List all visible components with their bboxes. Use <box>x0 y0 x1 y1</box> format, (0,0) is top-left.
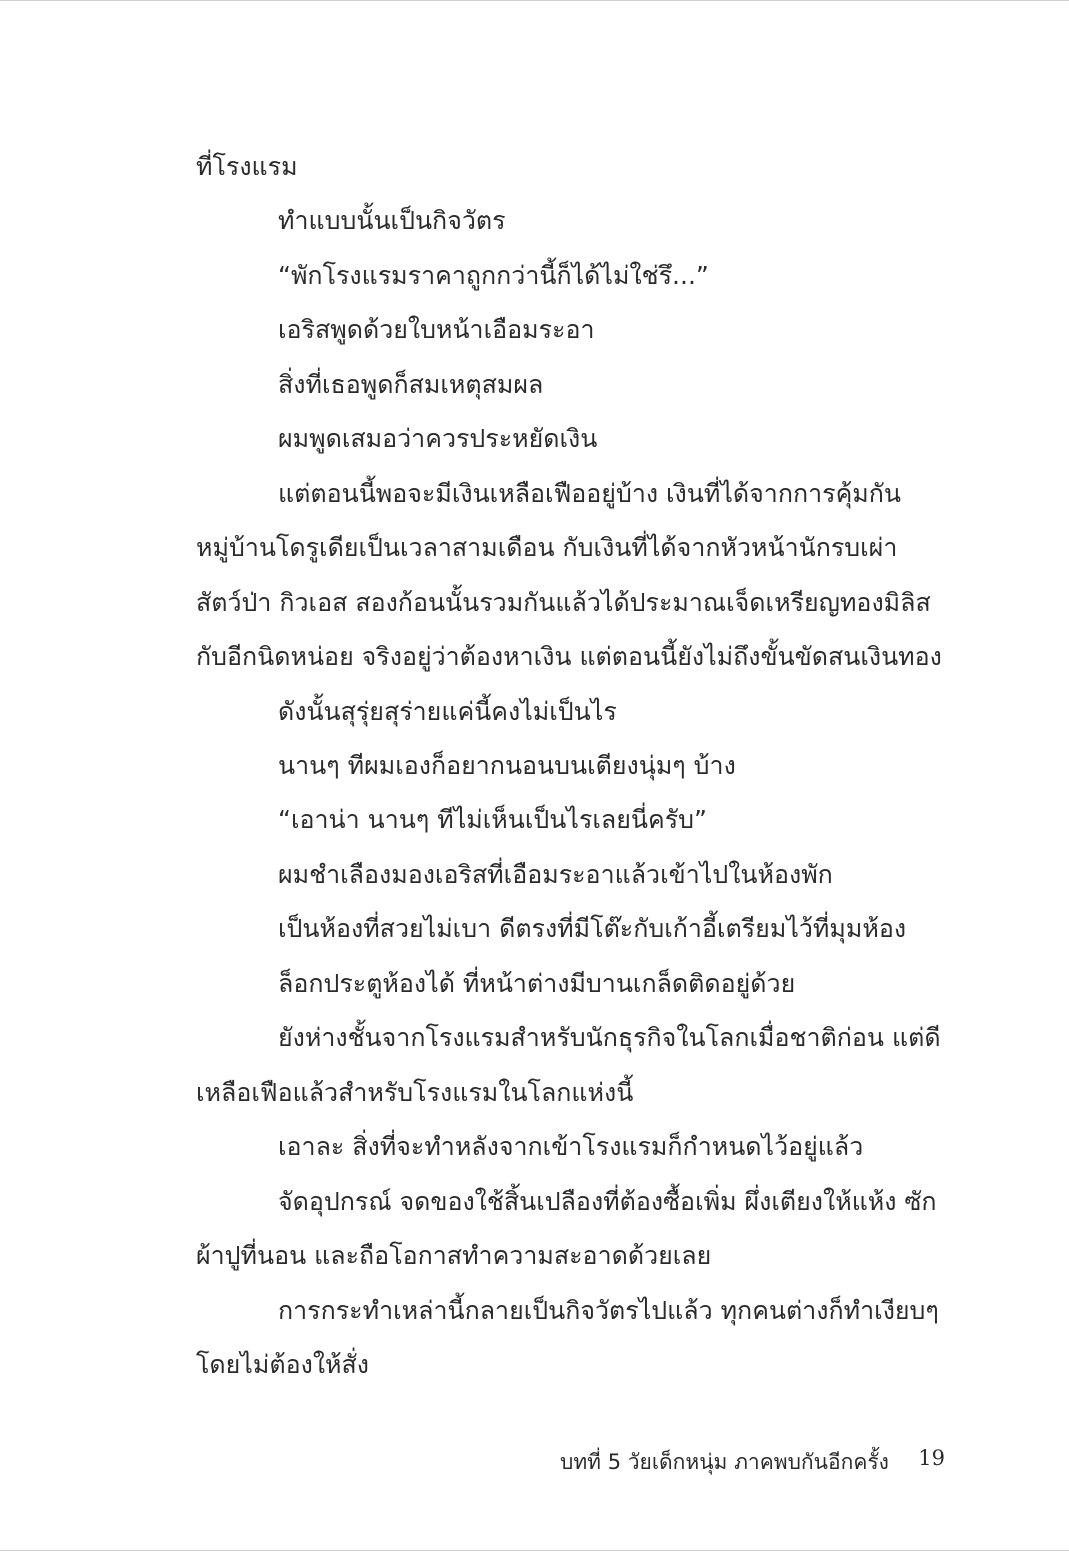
text-line: ผมพูดเสมอว่าควรประหยัดเงิน <box>278 424 598 454</box>
text-line: ดังนั้นสุรุ่ยสุร่ายแค่นี้คงไม่เป็นไร <box>278 696 617 726</box>
text-line: นานๆ ทีผมเองก็อยากนอนบนเตียงนุ่มๆ บ้าง <box>278 750 736 780</box>
text-line: หมู่บ้านโดรูเดียเป็นเวลาสามเดือน กับเงินที่ได้จากหัวหน้านักรบเผ่า <box>196 533 898 563</box>
text-line: ล็อกประตูห้องได้ ที่หน้าต่างมีบานเกล็ดติดอยู่ด้วย <box>278 968 796 998</box>
text-line: ทำแบบนั้นเป็นกิจวัตร <box>278 206 506 236</box>
text-line: ที่โรงแรม <box>196 152 298 181</box>
text-line: จัดอุปกรณ์ จดของใช้สิ้นเปลืองที่ต้องซื้อเพิ่ม ผึ่งเตียงให้แห้ง ซัก <box>278 1186 937 1216</box>
text-line: ยังห่างชั้นจากโรงแรมสำหรับนักธุรกิจในโลกเมื่อชาติก่อน แต่ดี <box>278 1023 941 1053</box>
text-line: ผมชำเลืองมองเอริสที่เอือมระอาแล้วเข้าไปในห้องพัก <box>278 859 833 889</box>
text-line: สัตว์ป่า กิวเอส สองก้อนนั้นรวมกันแล้วได้ประมาณเจ็ดเหรียญทองมิลิส <box>196 587 931 617</box>
page-footer <box>560 1442 945 1482</box>
chapter-title: บทที่ 5 วัยเด็กหนุ่ม ภาคพบกันอีกครั้ง <box>560 1450 889 1474</box>
page-number: 19 <box>918 1446 945 1470</box>
page-top-edge <box>0 0 1069 1</box>
text-line: โดยไม่ต้องให้สั่ง <box>196 1349 369 1379</box>
text-line: เอริสพูดด้วยใบหน้าเอือมระอา <box>278 315 595 345</box>
text-line: ผ้าปูที่นอน และถือโอกาสทำความสะอาดด้วยเลย <box>196 1241 712 1271</box>
body-text <box>196 140 942 1392</box>
text-line: “เอาน่า นานๆ ทีไม่เห็นเป็นไรเลยนี่ครับ” <box>278 805 707 835</box>
text-line: แต่ตอนนี้พอจะมีเงินเหลือเฟืออยู่บ้าง เงินที่ได้จากการคุ้มกัน <box>278 478 901 508</box>
text-line: เป็นห้องที่สวยไม่เบา ดีตรงที่มีโต๊ะกับเก้าอี้เตรียมไว้ที่มุมห้อง <box>278 914 907 944</box>
text-line: สิ่งที่เธอพูดก็สมเหตุสมผล <box>278 369 544 399</box>
text-line: “พักโรงแรมราคาถูกกว่านี้ก็ได้ไม่ใช่รึ...” <box>278 260 709 290</box>
text-line: การกระทำเหล่านี้กลายเป็นกิจวัตรไปแล้ว ทุกคนต่างก็ทำเงียบๆ <box>278 1295 939 1325</box>
text-line: กับอีกนิดหน่อย จริงอยู่ว่าต้องหาเงิน แต่ตอนนี้ยังไม่ถึงขั้นขัดสนเงินทอง <box>196 642 942 672</box>
text-line: เหลือเฟือแล้วสำหรับโรงแรมในโลกแห่งนี้ <box>196 1077 634 1107</box>
text-line: เอาละ สิ่งที่จะทำหลังจากเข้าโรงแรมก็กำหนดไว้อยู่แล้ว <box>278 1132 864 1162</box>
